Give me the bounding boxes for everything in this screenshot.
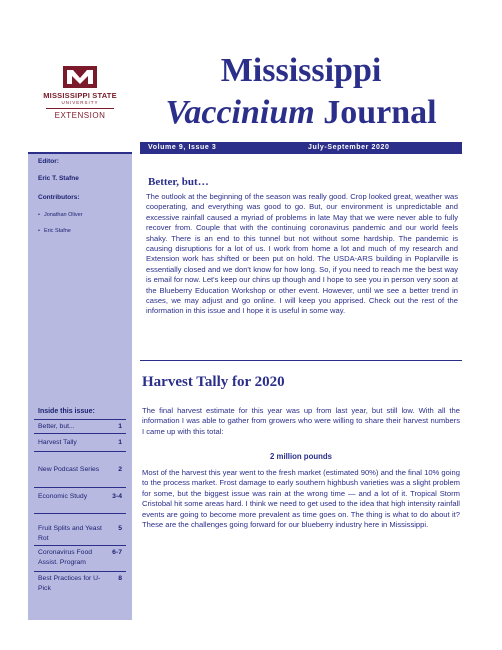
journal-title-line1: Mississippi [220,52,382,89]
toc-item[interactable] [38,524,122,544]
toc-item[interactable] [38,422,122,432]
editor-name: Eric T. Stafne [38,175,79,182]
journal-title-line2 [140,94,462,132]
inside-issue-title: Inside this issue: [38,408,95,415]
contributor-item: • Eric Stafne [38,228,71,234]
toc-divider [34,433,126,434]
section-divider [140,360,462,361]
toc-page: 1 [118,423,122,430]
toc-divider [34,487,126,488]
sidebar [28,28,132,620]
toc-page: 5 [118,525,122,532]
toc-item[interactable] [38,438,122,448]
article1-body: The outlook at the beginning of the season was really good. Crop looked great, weather was cooperating, and everything was good to go. But, our environment is unpredictable and excessive rainfall caused a myriad of problems in late May that we were never able to fully recover from. Couple that with the continuing coronavirus pandemic and our world feels shaky. There is an end to this tunnel but not without some hardship. The pandemic is causing disruptions for a lot of us. I work from home a lot and much of my research and Extension work has shifted or been put on hold. The USDA-ARS building in Poplarville is essentially closed and we don't know for how long. So, if you need to reach me the best way is email for now. Let's keep our chins up though and I hope to see you in person very soon at the Blueberry Education Workshop or other event. However, until we see a better trend in cases, we may adjust and go online. I will keep you apprised. Check out the rest of the information in this issue and I hope it is useful in some way. [146,192,458,316]
toc-label: Best Practices for U-Pick [38,575,101,592]
toc-label: Harvest Tally [38,439,77,446]
toc-label: Coronavirus Food Assist. Program [38,549,93,566]
toc-divider [34,571,126,572]
issue-bar [140,142,462,154]
toc-page: 8 [118,575,122,582]
toc-divider [34,513,126,514]
toc-page: 6-7 [112,549,122,556]
issue-volume: Volume 9, Issue 3 [148,144,217,151]
logo-divider [46,108,114,109]
toc-page: 2 [118,466,122,473]
issue-date: July-September 2020 [308,144,390,151]
editor-label: Editor: [38,158,59,165]
harvest-total: 2 million pounds [270,452,332,461]
logo-extension: EXTENSION [54,111,106,120]
logo-university-name: MISSISSIPPI STATE [43,91,117,100]
toc-label: Economic Study [38,493,88,500]
logo-university-sub: UNIVERSITY [61,100,99,105]
contributor-item: • Jonathan Oliver [38,212,82,218]
toc-item[interactable] [38,548,122,568]
toc-label: New Podcast Series [38,466,100,473]
toc-item[interactable] [38,492,122,502]
toc-divider [34,451,126,452]
toc-page: 3-4 [112,493,122,500]
toc-divider [34,545,126,546]
toc-item[interactable] [38,465,122,475]
toc-item[interactable] [38,574,122,594]
msu-extension-logo [28,28,132,154]
article1-heading: Better, but… [148,176,209,188]
journal-title-italic: Vaccinium [165,94,315,131]
toc-label: Better, but... [38,423,75,430]
msu-m-logo-icon [63,66,97,88]
contributors-label: Contributors: [38,194,80,201]
toc-divider [34,419,126,420]
journal-title-rest: Journal [314,94,437,131]
article2-body: Most of the harvest this year went to the fresh market (estimated 90%) and the final 10% going to the process market. Frost damage to early southern highbush varieties was a slight problem for some, but the biggest issue was rain at the wrong time — and a lot of it. Tropical Storm Cristobal hit some areas hard. I think we need to get used to the idea that high intensity rainfall events are going to become more prevalent as time goes on. The thing is what to do about it? These are the challenges going forward for our blueberry industry here in Mississippi. [142,468,460,530]
toc-label: Fruit Splits and Yeast Rot [38,525,102,542]
article2-intro: The final harvest estimate for this year was up from last year, but still low. With all the information I was able to gather from growers who were willing to share their harvest numbers I came up with this total: [142,406,460,436]
toc-page: 1 [118,439,122,446]
article2-heading: Harvest Tally for 2020 [142,374,285,390]
